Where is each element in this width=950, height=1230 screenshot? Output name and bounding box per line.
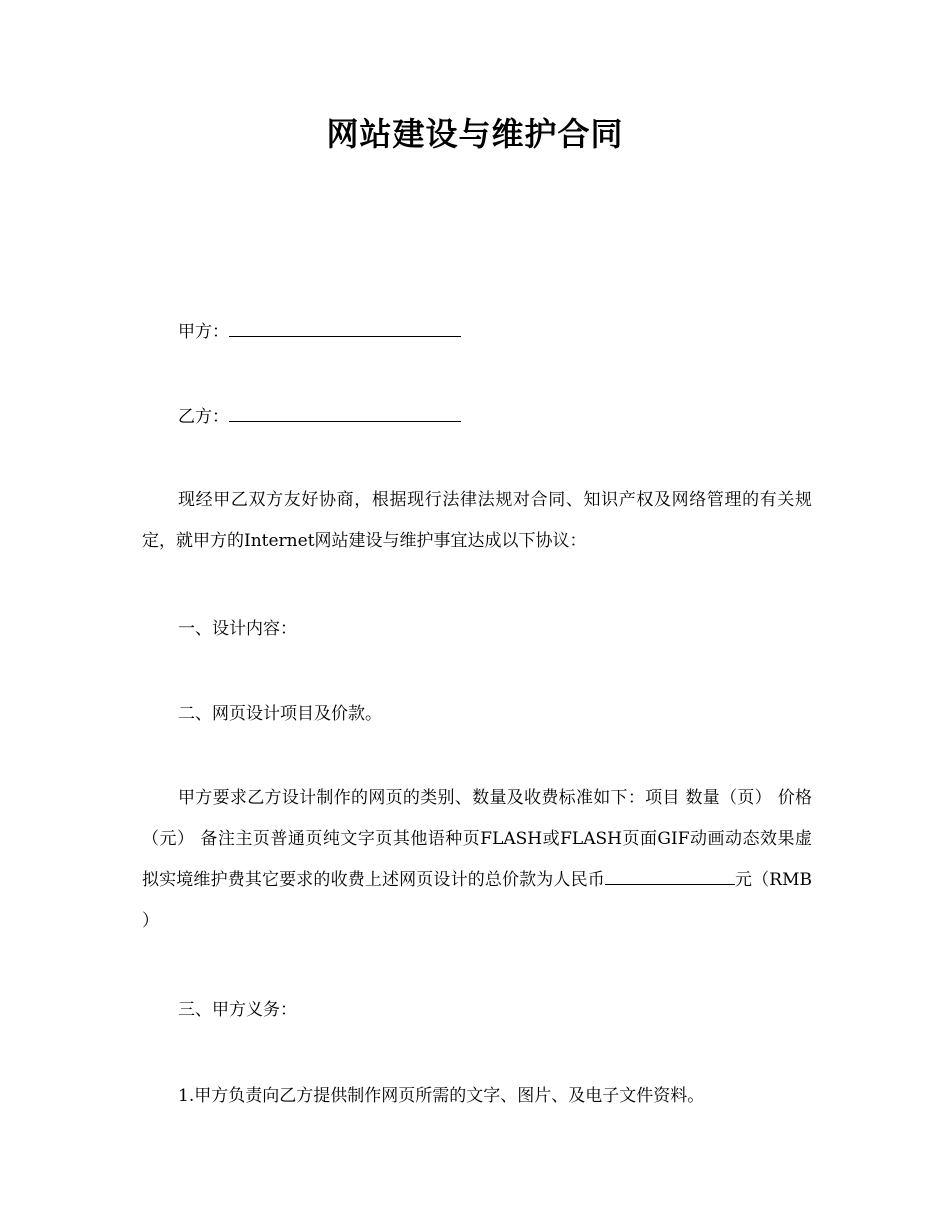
document-title: 网站建设与维护合同 — [326, 115, 624, 153]
party-a-label: 甲方： — [178, 322, 229, 342]
party-a-line — [178, 320, 461, 343]
party-a-duty-item-1: 1.甲方负责向乙方提供制作网页所需的文字、图片、及电子文件资料。 — [178, 1086, 705, 1106]
section-1-heading: 一、设计内容： — [178, 619, 297, 639]
pricing-text: 甲方要求乙方设计制作的网页的类别、数量及收费标准如下：项目 数量（页） 价格（元） 备注主页普通页纯文字页其他语种页FLASH或FLASH页面GIF动画动态效果虚拟实境维护费其它要求的收费上述网页设计的总价款为人民币 — [142, 788, 812, 890]
pricing-paragraph — [142, 778, 812, 942]
party-b-blank — [229, 405, 461, 422]
party-a-blank — [229, 320, 461, 337]
intro-paragraph: 现经甲乙双方友好协商，根据现行法律法规对合同、知识产权及网络管理的有关规定，就甲方的Internet网站建设与维护事宜达成以下协议： — [142, 490, 812, 551]
party-b-label: 乙方： — [178, 407, 229, 427]
section-2-heading: 二、网页设计项目及价款。 — [178, 704, 382, 724]
section-3-heading: 三、甲方义务： — [178, 1000, 297, 1020]
party-b-line — [178, 405, 461, 428]
pricing-rmb-text: 元（RMB ） — [142, 870, 813, 931]
total-price-blank — [605, 868, 735, 885]
